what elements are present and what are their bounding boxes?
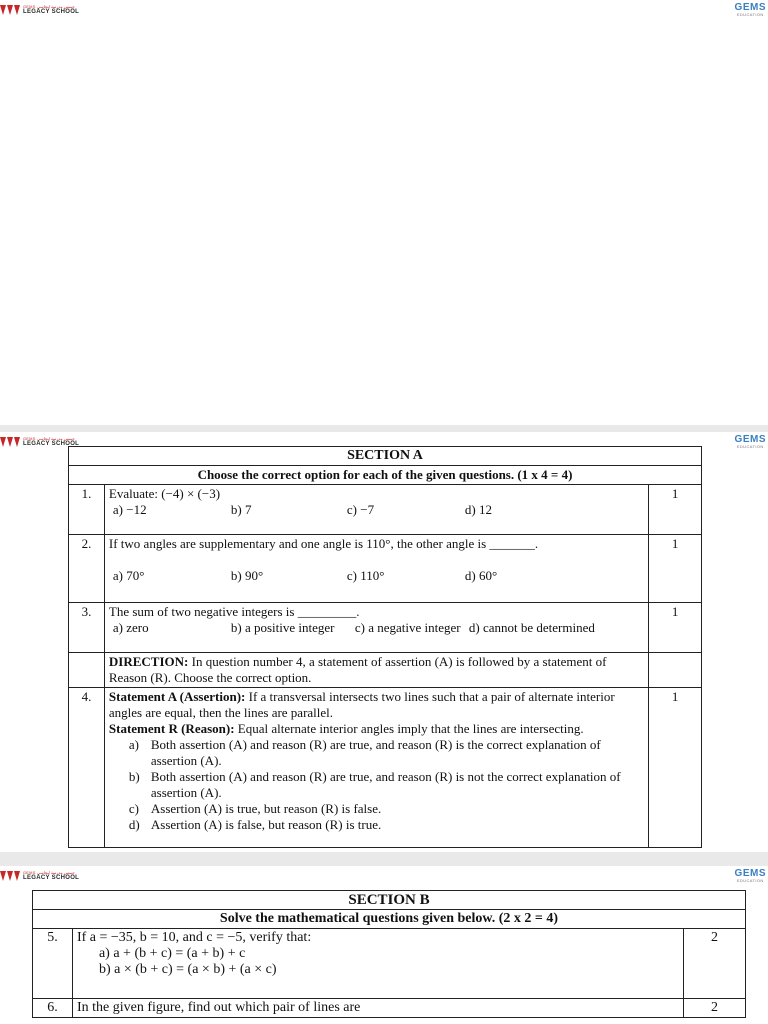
brand-name: GEMS — [734, 2, 766, 13]
brand-sub: EDUCATION — [736, 878, 764, 883]
reason-label: Statement R (Reason): — [108, 721, 235, 736]
question-number: 5. — [33, 929, 73, 999]
option-c: c) 110° — [346, 568, 385, 583]
question-row — [33, 929, 746, 999]
school-name: LEGACY SCHOOL — [23, 9, 80, 15]
direction-body: In question number 4, a statement of assertion (A) is followed by a statement of Reason (R). Choose the correct option. — [108, 654, 607, 685]
logo-mark-icon — [0, 869, 20, 883]
brand-sub: EDUCATION — [736, 444, 764, 449]
question-number: 1. — [69, 485, 105, 535]
question-row — [69, 485, 702, 535]
question-marks: 1 — [649, 603, 702, 653]
sub-part-b: b) a × (b + c) = (a × b) + (a × c) — [98, 962, 277, 977]
question-number: 2. — [69, 535, 105, 603]
option-c: c) a negative integer — [354, 620, 461, 635]
school-tagline: GEMS جيمس مدرسة ليجاسي — [23, 870, 75, 875]
question-marks: 1 — [649, 535, 702, 603]
logo-mark-icon — [0, 3, 20, 17]
page-gap — [0, 425, 768, 432]
option-item: c) Assertion (A) is true, but reason (R) is false. — [128, 801, 382, 816]
reason-text: Equal alternate interior angles imply that the lines are intersecting. — [234, 721, 584, 736]
assertion-label: Statement A (Assertion): — [108, 689, 246, 704]
question-body — [104, 535, 648, 603]
question-text: In the given figure, find out which pair of lines are — [76, 1000, 361, 1015]
option-d: d) 60° — [464, 568, 498, 583]
question-row — [33, 999, 746, 1018]
gems-logo — [735, 869, 766, 883]
brand-name: GEMS — [734, 868, 766, 879]
option-a: a) 70° — [112, 568, 145, 583]
option-d: d) cannot be determined — [468, 620, 595, 635]
page-1 — [0, 0, 768, 425]
school-tagline: GEMS جيمس مدرسة ليجاسي — [23, 4, 75, 9]
question-marks: 1 — [649, 485, 702, 535]
option-d: d) 12 — [464, 502, 492, 517]
option-a: a) zero — [112, 620, 149, 635]
question-number: 4. — [69, 688, 105, 848]
question-marks: 2 — [684, 999, 746, 1018]
question-number: 6. — [33, 999, 73, 1018]
school-logo — [0, 869, 79, 883]
question-marks: 2 — [684, 929, 746, 999]
question-body — [104, 485, 648, 535]
assertion-text: If a transversal intersects two lines such that a pair of alternate interior angles are equal, then the lines are parallel. — [108, 689, 615, 720]
direction-row — [69, 653, 702, 688]
question-number: 3. — [69, 603, 105, 653]
brand-name: GEMS — [734, 434, 766, 445]
option-c: c) −7 — [346, 502, 375, 517]
school-name: LEGACY SCHOOL — [23, 441, 80, 447]
question-body — [104, 603, 648, 653]
school-name: LEGACY SCHOOL — [23, 875, 80, 881]
logo-mark-icon — [0, 435, 20, 449]
page-3 — [0, 866, 768, 1024]
section-a-table — [68, 446, 702, 848]
page-gap — [0, 852, 768, 866]
question-text: If a = −35, b = 10, and c = −5, verify that: — [76, 930, 312, 945]
school-logo — [0, 3, 79, 17]
option-b: b) a positive integer — [230, 620, 335, 635]
option-item: b) Both assertion (A) and reason (R) are true, and reason (R) is not the correct explanation of assertion (A). — [128, 769, 621, 800]
direction-label: DIRECTION: — [108, 654, 189, 669]
question-text: The sum of two negative integers is _________. — [108, 604, 360, 619]
question-text: Evaluate: (−4) × (−3) — [108, 486, 221, 501]
option-b: b) 7 — [230, 502, 252, 517]
question-text: If two angles are supplementary and one angle is 110°, the other angle is _______. — [108, 536, 539, 551]
section-a-instruction: Choose the correct option for each of the given questions. (1 x 4 = 4) — [69, 466, 702, 485]
option-b: b) 90° — [230, 568, 264, 583]
option-a: a) −12 — [112, 502, 147, 517]
school-tagline: GEMS جيمس مدرسة ليجاسي — [23, 436, 75, 441]
gems-logo — [735, 435, 766, 449]
direction-text — [104, 653, 648, 688]
question-body — [104, 688, 648, 848]
question-marks: 1 — [649, 688, 702, 848]
sub-part-a: a) a + (b + c) = (a + b) + c — [98, 946, 246, 961]
brand-sub: EDUCATION — [736, 12, 764, 17]
option-item: d) Assertion (A) is false, but reason (R) is true. — [128, 817, 382, 832]
section-b-table — [32, 890, 746, 1018]
page-2 — [0, 432, 768, 852]
question-row — [69, 688, 702, 848]
question-row — [69, 603, 702, 653]
option-item: a) Both assertion (A) and reason (R) are true, and reason (R) is the correct explanation of assertion (A). — [128, 737, 601, 768]
question-row — [69, 535, 702, 603]
question-body — [72, 999, 683, 1018]
section-a-title: SECTION A — [69, 447, 702, 466]
section-b-instruction: Solve the mathematical questions given below. (2 x 2 = 4) — [33, 910, 746, 929]
question-body — [72, 929, 683, 999]
section-b-title: SECTION B — [33, 891, 746, 910]
gems-logo — [735, 3, 766, 17]
